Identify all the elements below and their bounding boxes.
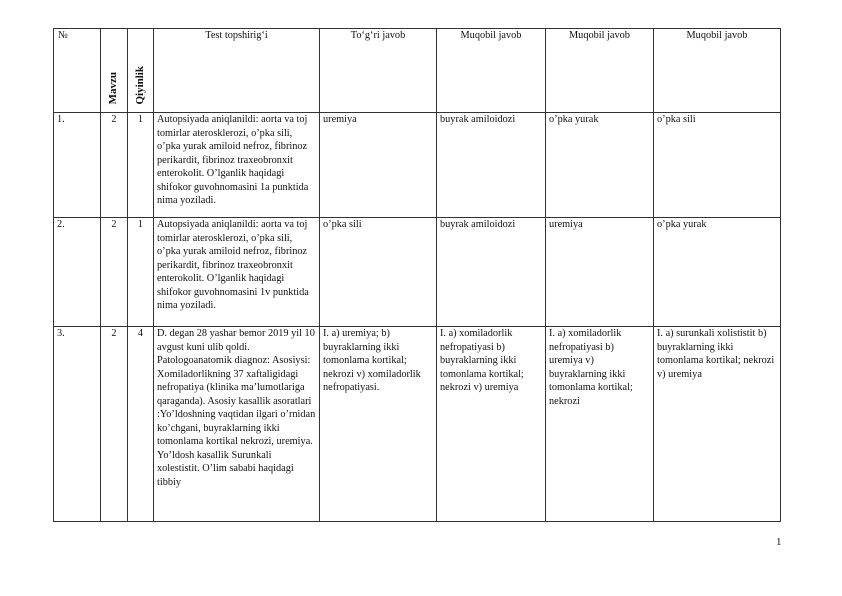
row-number: 1. [54,113,101,218]
header-task: Test topshirigʻi [154,29,320,113]
header-mavzu [101,29,128,113]
test-table [53,28,781,522]
row-alternative-answer-3: I. a) surunkali xolististit b) buyraklarning ikki tomonlama kortikal; nekrozi v) uremiya [654,327,781,522]
row-qiyinlik: 1 [128,113,154,218]
row-correct-answer: o’pka sili [320,218,437,327]
header-alternative-answer-3: Muqobil javob [654,29,781,113]
row-alternative-answer-2: I. a) xomiladorlik nefropatiyasi b) uremiya v) buyraklarning ikki tomonlama kortikal; nekrozi [546,327,654,522]
row-alternative-answer-1: buyrak amiloidozi [437,218,546,327]
row-alternative-answer-3: o’pka sili [654,113,781,218]
row-mavzu: 2 [101,218,128,327]
row-mavzu: 2 [101,113,128,218]
row-task: Autopsiyada aniqlanildi: aorta va toj tomirlar aterosklerozi, o’pka sili, o’pka yurak amiloid nefroz, fibrinoz perikardit, fibrinoz traxeobronxit enterokolit. O’lganlik haqidagi shifokor guvohnomasini 1a punktida nima yoziladi. [154,113,320,218]
table-row [54,327,781,522]
row-alternative-answer-3: o’pka yurak [654,218,781,327]
row-number: 3. [54,327,101,522]
row-alternative-answer-1: I. a) xomiladorlik nefropatiyasi b) buyraklarning ikki tomonlama kortikal; nekrozi v) uremiya [437,327,546,522]
table-row [54,113,781,218]
header-qiyinlik-label: Qiyinlik [133,65,146,105]
header-correct-answer: Toʻgʻri javob [320,29,437,113]
row-alternative-answer-2: o’pka yurak [546,113,654,218]
row-mavzu: 2 [101,327,128,522]
header-alternative-answer-1: Muqobil javob [437,29,546,113]
header-number: № [54,29,101,113]
header-row [54,29,781,113]
row-qiyinlik: 4 [128,327,154,522]
row-number: 2. [54,218,101,327]
table-row [54,218,781,327]
row-alternative-answer-2: uremiya [546,218,654,327]
row-correct-answer: uremiya [320,113,437,218]
page-number: 1 [776,536,782,548]
header-mavzu-label: Mavzu [107,72,120,105]
header-qiyinlik [128,29,154,113]
row-qiyinlik: 1 [128,218,154,327]
row-task: Autopsiyada aniqlanildi: aorta va toj tomirlar aterosklerozi, o’pka sili, o’pka yurak amiloid nefroz, fibrinoz perikardit, fibrinoz traxeobronxit enterokolit. O’lganlik haqidagi shifokor guvohnomasini 1v punktida nima yoziladi. [154,218,320,327]
row-task: D. degan 28 yashar bemor 2019 yil 10 avgust kuni ulib qoldi. Patologoanatomik diagnoz: Asosiysi: Xomiladorlikning 37 xaftaligidagi nefropatiya (klinika ma’lumotlariga qaraganda). Asosiy kasallik asoratlari :Yo’ldoshning vaqtidan ilgari o’rnidan ko’chgani, buyraklarning ikki tomonlama kortikal nekrozi, uremiya. Yo’ldosh kasallik Surunkali xolestistit. O’lim sababi haqidagi tibbiy [154,327,320,522]
row-correct-answer: I. a) uremiya; b) buyraklarning ikki tomonlama kortikal; nekrozi v) xomiladorlik nefropatiyasi. [320,327,437,522]
header-alternative-answer-2: Muqobil javob [546,29,654,113]
row-alternative-answer-1: buyrak amiloidozi [437,113,546,218]
